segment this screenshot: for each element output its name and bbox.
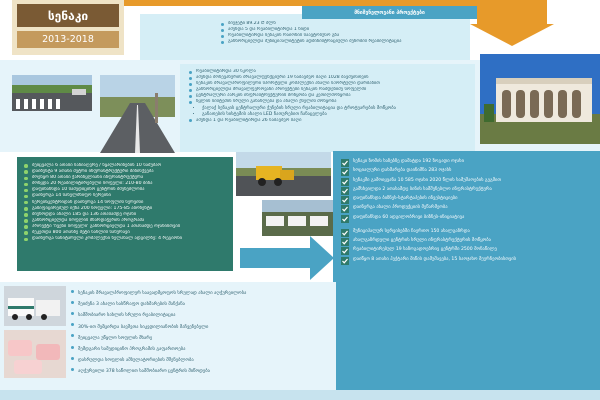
road-photo <box>12 75 92 111</box>
list-item-text: მუნიციპალურ სერვისებში ჩაერთო 150 ახალგაზრდა <box>353 228 470 234</box>
utilities-list <box>23 163 227 242</box>
list-item: აღჭურვილი 378 საწოლით სამშობიარო ცენტრის მიწოდება <box>70 366 332 377</box>
blue-arrow-head <box>310 236 334 280</box>
check-icon <box>341 238 349 246</box>
list-item: მოწყდა 20 რეაბილიტირებული სოფელი: 210-80 ბინა <box>23 181 227 187</box>
list-item: გაზიფიცირებულ იქნა 200 სოფელი: 175-85 აბონენტი <box>23 206 227 212</box>
list-item <box>341 229 592 235</box>
list-item: განხორციელდა მრავალფეროვანი პროექტები სენაკის რამდენიმე სოფელში <box>188 87 469 93</box>
list-item: რეაბილიტირდა 30 სკოლა <box>188 69 469 75</box>
healthcare-list-wrap <box>70 288 332 378</box>
list-item: დასრულდა სოფლის ამბულატორიების მშენებლობა <box>70 355 332 366</box>
check-icon <box>341 257 349 265</box>
region-title: სენაკი <box>17 4 119 27</box>
list-item: სენაკის მრავალპროფილურ საავადმყოფოს სრულად ახალი აღჭურვილობა <box>70 288 332 299</box>
economy-panel <box>333 151 600 391</box>
vehicles-photo <box>262 200 334 236</box>
list-item <box>341 257 592 263</box>
list-item: დაინერგა სანიტარული კომპლექსი ხელახალ ადგილზე: 4 რეგიონი <box>23 236 227 242</box>
list-item: განხორციელდა სოფლის მხარდაჭერის პროგრამა <box>23 218 227 224</box>
footer-band <box>0 390 600 400</box>
list-item: შეკეთდა 800 ათასზე მეტი სახლის სახურავი <box>23 230 227 236</box>
top-arrow-head <box>470 24 554 46</box>
list-item: სამშობიარო სახლის სრული რეაბილიტაცია <box>70 310 332 321</box>
list-item: მიუწოდდა ახალი 185 და 136 ათასამდე ოჯახი <box>23 212 227 218</box>
list-item: შეიცვალა 6 ათასი სანიაღვრე / წყალარინების 10 სამუშაო <box>23 163 227 169</box>
theatre-photo <box>480 54 600 144</box>
list-item: ბიუჯეტი 89.23 ₾ მლნ <box>220 21 470 27</box>
list-item: რეაბილიტირდა სენაკის რაიონის საავტობუსო გზა <box>220 33 470 39</box>
list-item: • განათების სისტემის ახალი LED ნათურებით ჩანაცვლება <box>202 112 475 118</box>
list-item <box>341 168 592 174</box>
check-icon <box>341 196 349 204</box>
list-item-text: დაფინანსდა 60 ადგილობრივი ბიზნეს-ინიციატივა <box>353 214 465 220</box>
check-icon <box>341 215 349 223</box>
list-item: განხორციელდა მუნიციპალიტეტის ადმინისტრაციული შენობის რეაბილიტაცია <box>220 39 470 45</box>
check-icon <box>341 247 349 255</box>
list-item: სერვისცენტრიდან დაინერგა 14 სოფლის სერვისი <box>23 200 227 206</box>
list-item <box>341 196 592 202</box>
list-item: აშენდა 1 და რეაბილიტირდა 26 საბავშვო ბაღი <box>188 118 469 124</box>
list-item: დაფინანსდა 10 სამედიცინო ცენტრის მშენებლობა <box>23 187 227 193</box>
middle-sub-list <box>180 106 475 118</box>
region-years: 2013-2018 <box>17 31 119 48</box>
healthcare-list <box>70 288 332 378</box>
list-item-text: სოციალური დახმარება დაინიშნა 283 ოჯახს <box>353 168 452 174</box>
list-item-text: ახალგაზრდული ცენტრის სრული ინფრასტრუქტურის მოწყობა <box>353 238 492 244</box>
list-item-text: დაინერგა ახალი პროდუქციის მეწარმეობა <box>353 205 448 211</box>
list-item <box>341 205 592 211</box>
list-item: შეიცვალა უწყლო სოფლის მხარე <box>70 333 332 344</box>
top-panel <box>140 14 470 61</box>
list-item: • ქალაქ სენაკის ცენტრალური ქუჩების სრული რეაბილიტაცია და ტროტუარების მოწყობა <box>202 106 475 112</box>
check-icon <box>341 187 349 195</box>
ambulance-photo <box>4 286 66 326</box>
road-perspective-photo <box>100 75 175 153</box>
list-item: შეიძენა 3 ახალი სასწრაფო დახმარების მანქანა <box>70 299 332 310</box>
list-item: შემდგარი სამედიცინო პროგრამის გაფართოება <box>70 344 332 355</box>
middle-list-end <box>180 118 475 124</box>
list-item-text: სენაკში გამოიყვანა 10 585 ოჯახი 2020 წლის სამუშაოების გეგმით <box>353 177 502 183</box>
list-item-text: გამსხვილდა 2 ათასამდე ბინის სამშენებლო ინფრასტრუქტურა <box>353 186 492 192</box>
list-item <box>341 238 592 244</box>
middle-list <box>180 64 475 106</box>
utilities-panel <box>17 157 233 271</box>
list-item-text: რეაბილიტირებულ 19 საზოგადოებრივ ცენტრში 2500 მონაწილე <box>353 247 497 253</box>
blue-arrow-body <box>240 248 310 268</box>
check-icon <box>341 205 349 213</box>
maternity-ward-photo <box>4 330 66 378</box>
list-item: ცენტრალური პარკის ინფრასტრუქტურის მოწყობა და კეთილმოწყობა <box>188 93 469 99</box>
list-item: დაინერგა 14 სახელმწიფო სერვისი <box>23 193 227 199</box>
list-item-text: სენაკი ზომის ხაზებზე დამატდა 192 ზოგადი ოჯახი <box>353 159 464 164</box>
check-icon <box>341 229 349 237</box>
check-icon <box>341 159 349 167</box>
list-item <box>341 159 592 165</box>
list-item <box>341 215 592 221</box>
list-item: აშენდა 5 და რეაბილიტირდა 1 ხიდი <box>220 27 470 33</box>
list-item <box>341 187 592 193</box>
list-item: 30%-ით შემცირდა ბავშვთა სიკვდილიანობის მაჩვენებელი <box>70 322 332 333</box>
check-icon <box>341 168 349 176</box>
middle-panel <box>180 64 475 152</box>
list-item: დაიზუსტა 9 ათასი მეტრი ინფრასტრუქტური მიწისქვეშა <box>23 169 227 175</box>
list-item: აშენდა მოხევანურის მრავალფუნქციური 19 საბავშვო ბაღი 1028 ბავშვისთვის <box>188 75 469 81</box>
economy-list <box>333 151 600 263</box>
list-item <box>341 247 592 253</box>
list-item: სენაკის მრავალპროფილური სპორტული კომპლექსი ახალი სპორტული დარბაზით <box>188 81 469 87</box>
list-item <box>341 178 592 184</box>
list-item: პროექტი 'ჩვენი სოფელი' განხორციელდა 1 ათასამდე ოჯახისთვის <box>23 224 227 230</box>
roadwork-photo <box>236 152 331 196</box>
list-item-text: დაფინანსდა ბიზნეს-სტარტაპების ინვესტიციები <box>353 196 458 202</box>
list-item: მოეწყო 80 ათასი ჭარბწყლიანი ინფრასტრუქტურა <box>23 175 227 181</box>
check-icon <box>341 178 349 186</box>
top-arrow-body <box>477 0 547 24</box>
list-item: წყლის სისტემის სრული განახლება და ახალი ქსელის მოწყობა <box>188 99 469 105</box>
list-item-text: დაიწყო 8 ათასი ჰექტარი მიწის დამუშავება, 15 საოჯახო მეურნეობისთვის <box>353 256 517 262</box>
projects-banner: მნიშვნელოვანი პროექტები <box>302 6 477 19</box>
